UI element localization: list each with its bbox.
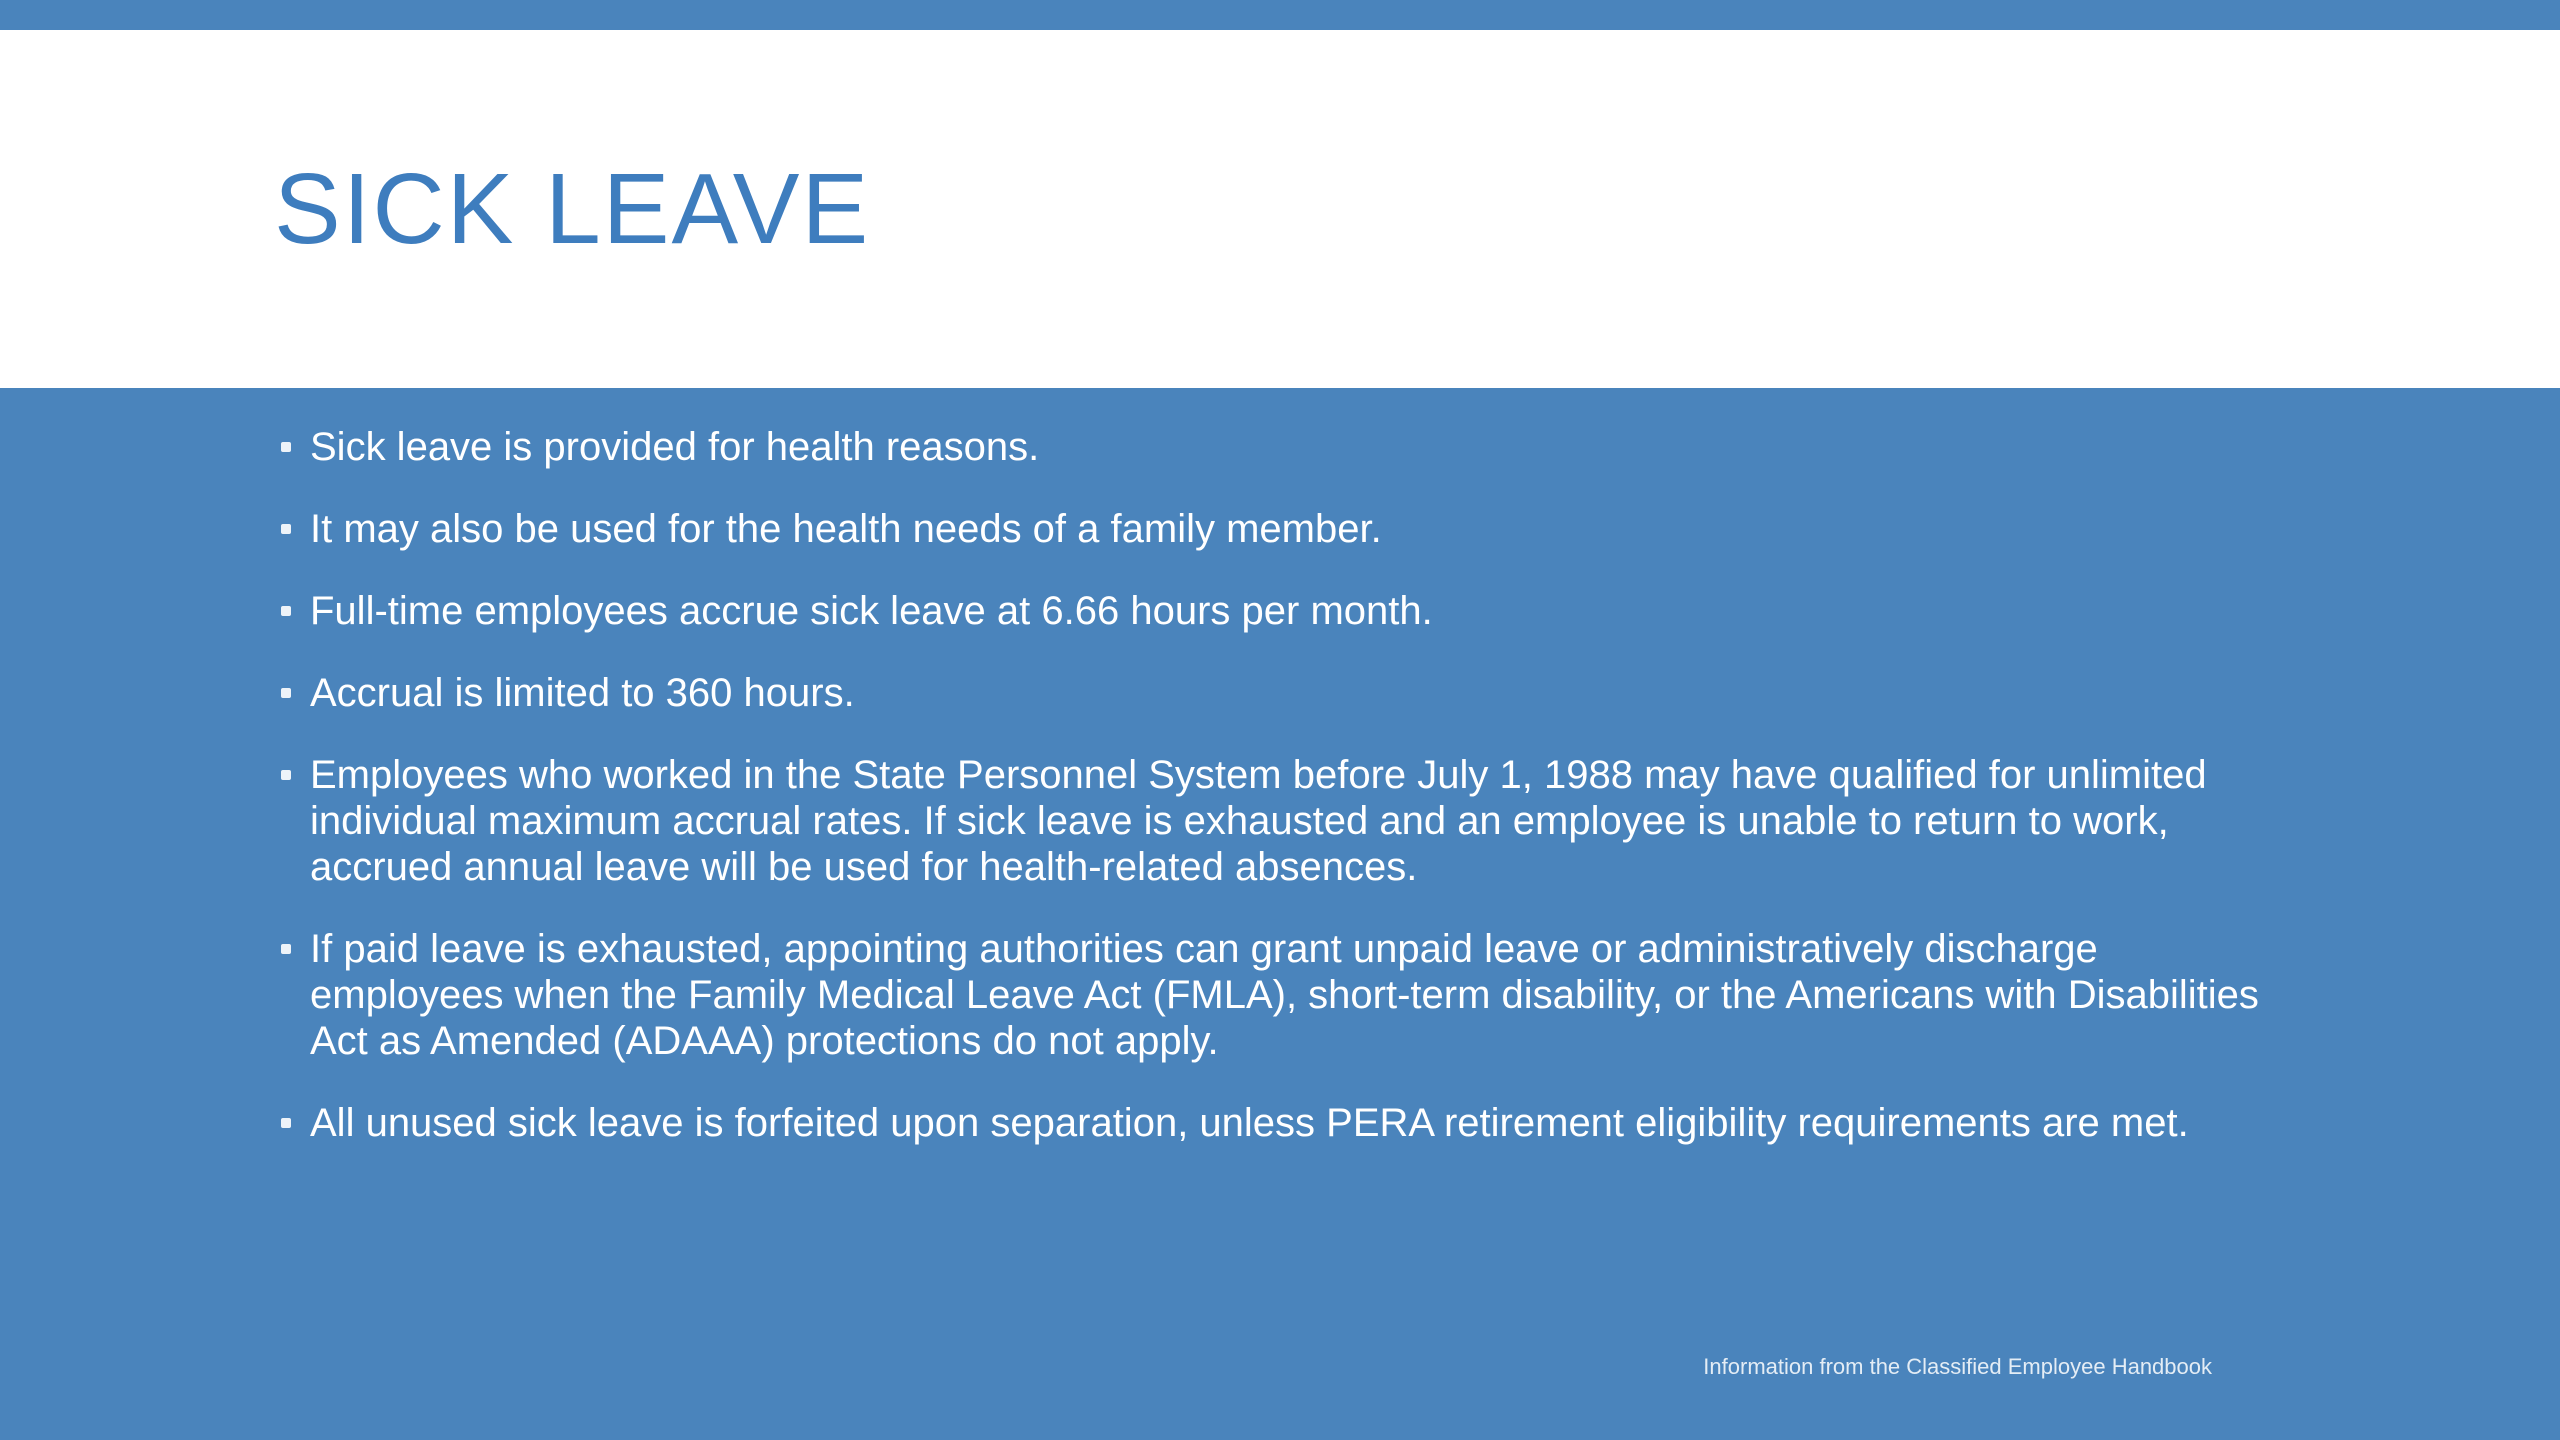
bullet-text: If paid leave is exhausted, appointing authorities can grant unpaid leave or administratively discharge employees when the Family Medical Leave Act (FMLA), short-term disability, or the Americans with Disabilities Act as Amended (ADAAA) protections do not apply. [310,927,2259,1063]
bullet-marker-icon [281,688,291,698]
top-accent-bar [0,0,2560,30]
bullet-text: It may also be used for the health needs of a family member. [310,507,1382,551]
bullet-item [281,1100,2270,1146]
slide-header [0,30,2560,388]
bullet-item [281,926,2270,1064]
bullet-text: Sick leave is provided for health reasons. [310,425,1040,469]
bullet-marker-icon [281,606,291,616]
bullet-text: Full-time employees accrue sick leave at 6.66 hours per month. [310,589,1433,633]
bullet-text: Accrual is limited to 360 hours. [310,671,855,715]
bullet-list [281,424,2270,1146]
bullet-text: All unused sick leave is forfeited upon separation, unless PERA retirement eligibility requirements are met. [310,1101,2189,1145]
slide-body [0,388,2560,1440]
bullet-marker-icon [281,442,291,452]
bullet-item [281,506,2270,552]
bullet-item [281,588,2270,634]
slide-title: SICK LEAVE [274,152,871,265]
bullet-marker-icon [281,944,291,954]
bullet-item [281,752,2270,890]
bullet-item [281,670,2270,716]
bullet-marker-icon [281,1118,291,1128]
bullet-marker-icon [281,770,291,780]
bullet-text: Employees who worked in the State Personnel System before July 1, 1988 may have qualified for unlimited individual maximum accrual rates. If sick leave is exhausted and an employee is unable to return to work, accrued annual leave will be used for health-related absences. [310,753,2207,889]
bullet-marker-icon [281,524,291,534]
bullet-item [281,424,2270,470]
footer-note: Information from the Classified Employee Handbook [1703,1354,2212,1379]
